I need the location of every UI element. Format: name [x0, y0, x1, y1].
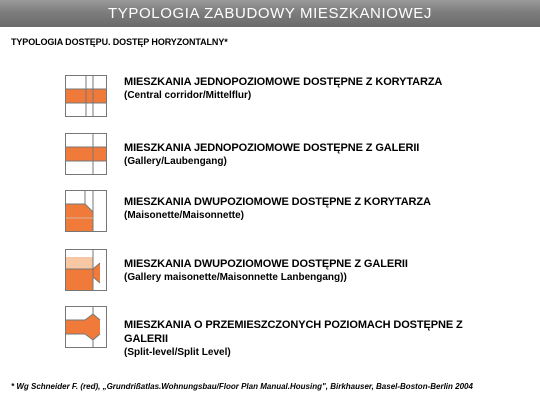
gallery-icon: [65, 133, 107, 175]
typology-item-text: [124, 75, 524, 103]
gallery-maisonette-icon: [65, 249, 107, 291]
footnote: * Wg Schneider F. (red), „Grundrißatlas.Wohnungsbau/Floor Plan Manual.Housing", Birkhauser, Basel-Boston-Berlin 2004: [11, 382, 473, 391]
split-level-icon: [65, 306, 107, 348]
typology-item-subtitle: (Split-level/Split Level): [124, 347, 231, 358]
typology-item-title: MIESZKANIA JEDNOPOZIOMOWE DOSTĘPNE Z GALERII: [124, 142, 420, 154]
typology-item-subtitle: (Gallery/Laubengang): [124, 156, 227, 167]
typology-item-text: [124, 141, 524, 169]
typology-item-subtitle: (Central corridor/Mittelflur): [124, 90, 252, 101]
typology-item-text: [124, 257, 524, 285]
typology-item-text: [124, 318, 524, 360]
typology-item-subtitle: (Maisonette/Maisonnette): [124, 210, 245, 221]
typology-item-text: [124, 195, 524, 223]
typology-item-title: MIESZKANIA DWUPOZIOMOWE DOSTĘPNE Z GALERII: [124, 258, 408, 270]
section-subtitle: TYPOLOGIA DOSTĘPU. DOSTĘP HORYZONTALNY*: [11, 37, 228, 47]
page-title: TYPOLOGIA ZABUDOWY MIESZKANIOWEJ: [108, 5, 432, 22]
typology-item-title: MIESZKANIA JEDNOPOZIOMOWE DOSTĘPNE Z KORYTARZA: [124, 76, 443, 88]
typology-item-title: MIESZKANIA DWUPOZIOMOWE DOSTĘPNE Z KORYTARZA: [124, 196, 431, 208]
typology-item-title: MIESZKANIA O PRZEMIESZCZONYCH POZIOMACH DOSTĘPNE Z GALERII: [124, 319, 463, 345]
typology-item-subtitle: (Gallery maisonette/Maisonnette Lanbengang)): [124, 272, 347, 283]
central-corridor-icon: [65, 75, 107, 117]
maisonette-icon: [65, 190, 107, 232]
title-bar: [0, 0, 540, 27]
